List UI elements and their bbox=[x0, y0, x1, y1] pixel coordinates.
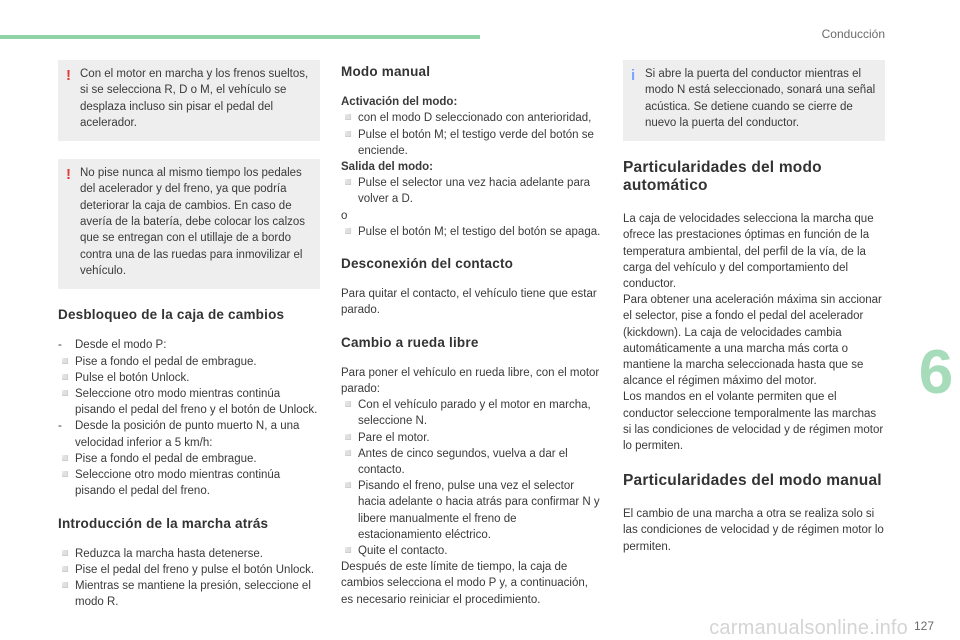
list-item: ◽ Pulse el botón M; el testigo del botón se apaga. bbox=[341, 225, 601, 238]
list-item: ◽ Pare el motor. bbox=[341, 431, 430, 444]
paragraph: Los mandos en el volante permiten que el conductor seleccione temporalmente las marchas si las condiciones de velocidad y de régimen motor lo permiten. bbox=[623, 391, 884, 453]
list-item: ◽ Quite el contacto. bbox=[341, 545, 448, 558]
warning-icon: ! bbox=[66, 166, 71, 184]
list-item: ◽ Pise a fondo el pedal de embrague. bbox=[58, 452, 257, 465]
section-heading-modo-manual: Modo manual bbox=[341, 64, 431, 79]
section-heading-marcha-atras: Introducción de la marcha atrás bbox=[58, 515, 269, 531]
paragraph: Después de este límite de tiempo, la caja de cambios selecciona el modo P y, a continuación, es necesario reiniciar el procedimiento. bbox=[341, 561, 588, 606]
list-item: ◽ Pise el pedal del freno y pulse el botón Unlock. bbox=[58, 563, 315, 576]
list-item: ◽ Pisando el freno, pulse una vez el selector hacia adelante o hacia atrás para confirmar N y libere manualmente el freno de estacionamiento eléctrico. bbox=[341, 480, 600, 541]
page-number: 127 bbox=[913, 618, 934, 633]
chapter-title: Conducción bbox=[821, 27, 885, 41]
list-item: ◽ Pise a fondo el pedal de embrague. bbox=[58, 355, 257, 368]
section-heading-modo-manual-particularidades: Particularidades del modo manual bbox=[623, 472, 882, 490]
paragraph: Para quitar el contacto, el vehículo tiene que estar parado. bbox=[341, 288, 597, 317]
list-item: ◽ Pulse el selector una vez hacia adelante para volver a D. bbox=[341, 177, 591, 206]
chapter-tab-number: 6 bbox=[918, 338, 954, 407]
list-item: - Desde el modo P: bbox=[58, 339, 167, 352]
warning-icon: ! bbox=[66, 67, 71, 84]
section-heading-desconexion: Desconexión del contacto bbox=[341, 256, 514, 272]
section-heading-desbloqueo: Desbloqueo de la caja de cambios bbox=[58, 307, 285, 323]
list-item: ◽ Mientras se mantiene la presión, seleccione el modo R. bbox=[58, 580, 311, 609]
info-icon: i bbox=[631, 67, 636, 84]
section-heading-modo-automatico: Particularidades del modo automático bbox=[623, 159, 822, 195]
info-note bbox=[623, 60, 885, 141]
paragraph: La caja de velocidades selecciona la marcha que ofrece las prestaciones óptimas en función de la temperatura ambiental, del perfil de la vía, de la carga del vehículo y del comportamiento del conductor. bbox=[623, 213, 874, 290]
column-middle bbox=[341, 60, 603, 608]
warning-text: Con el motor en marcha y los frenos sueltos, si se selecciona R, D o M, el vehículo se desplaza incluso sin pisar el pedal del acelerador. bbox=[80, 68, 309, 129]
or-text: o bbox=[341, 209, 348, 222]
subheading-salida: Salida del modo: bbox=[341, 161, 434, 174]
list-item: ◽ Seleccione otro modo mientras continúa pisando el pedal del freno. bbox=[58, 469, 281, 498]
subheading-activacion: Activación del modo: bbox=[341, 96, 458, 109]
paragraph: Para obtener una aceleración máxima sin accionar el selector, pise a fondo el pedal del acelerador (kickdown). La caja de velocidades cambia automáticamente a una marcha más corta o mantiene la marcha seleccionada hasta que se alcance el régimen máximo del motor. bbox=[623, 294, 882, 388]
list-item: ◽ Seleccione otro modo mientras continúa pisando el pedal del freno y el botón de Unlock. bbox=[58, 388, 318, 417]
warning-text: No pise nunca al mismo tiempo los pedales del acelerador y del freno, ya que podría deteriorar la caja de cambios. En caso de avería de la batería, debe colocar los calzos que se entregan con el utillaje de a bordo contra una de las ruedas para inmovilizar el vehículo. bbox=[80, 167, 306, 277]
paragraph: Para poner el vehículo en rueda libre, con el motor parado: bbox=[341, 366, 600, 396]
list-item: - Desde la posición de punto muerto N, a una velocidad inferior a 5 km/h: bbox=[58, 420, 300, 449]
list-item: ◽ Con el vehículo parado y el motor en marcha, seleccione N. bbox=[341, 399, 591, 428]
chapter-tab bbox=[912, 318, 960, 428]
paragraph: El cambio de una marcha a otra se realiza solo si las condiciones de velocidad y de régimen motor lo permiten. bbox=[623, 508, 884, 553]
warning-note bbox=[58, 60, 320, 141]
column-left bbox=[58, 60, 320, 611]
list-item: ◽ Reduzca la marcha hasta detenerse. bbox=[58, 547, 263, 560]
info-text: Si abre la puerta del conductor mientras el modo N está seleccionado, sonará una señal acústica. Se detiene cuando se cierre de nuevo la puerta del conductor. bbox=[645, 68, 876, 129]
chapter-accent-bar bbox=[0, 35, 480, 39]
column-right bbox=[623, 60, 885, 555]
list-item: ◽ Pulse el botón M; el testigo verde del botón se enciende. bbox=[341, 128, 594, 157]
list-item: ◽ Pulse el botón Unlock. bbox=[58, 371, 190, 384]
warning-note bbox=[58, 159, 320, 289]
list-item: ◽ con el modo D seleccionado con anterioridad, bbox=[341, 112, 592, 125]
watermark: carmanualsonline.info bbox=[709, 616, 908, 639]
list-item: ◽ Antes de cinco segundos, vuelva a dar el contacto. bbox=[341, 447, 568, 477]
section-heading-rueda-libre: Cambio a rueda libre bbox=[341, 334, 479, 350]
